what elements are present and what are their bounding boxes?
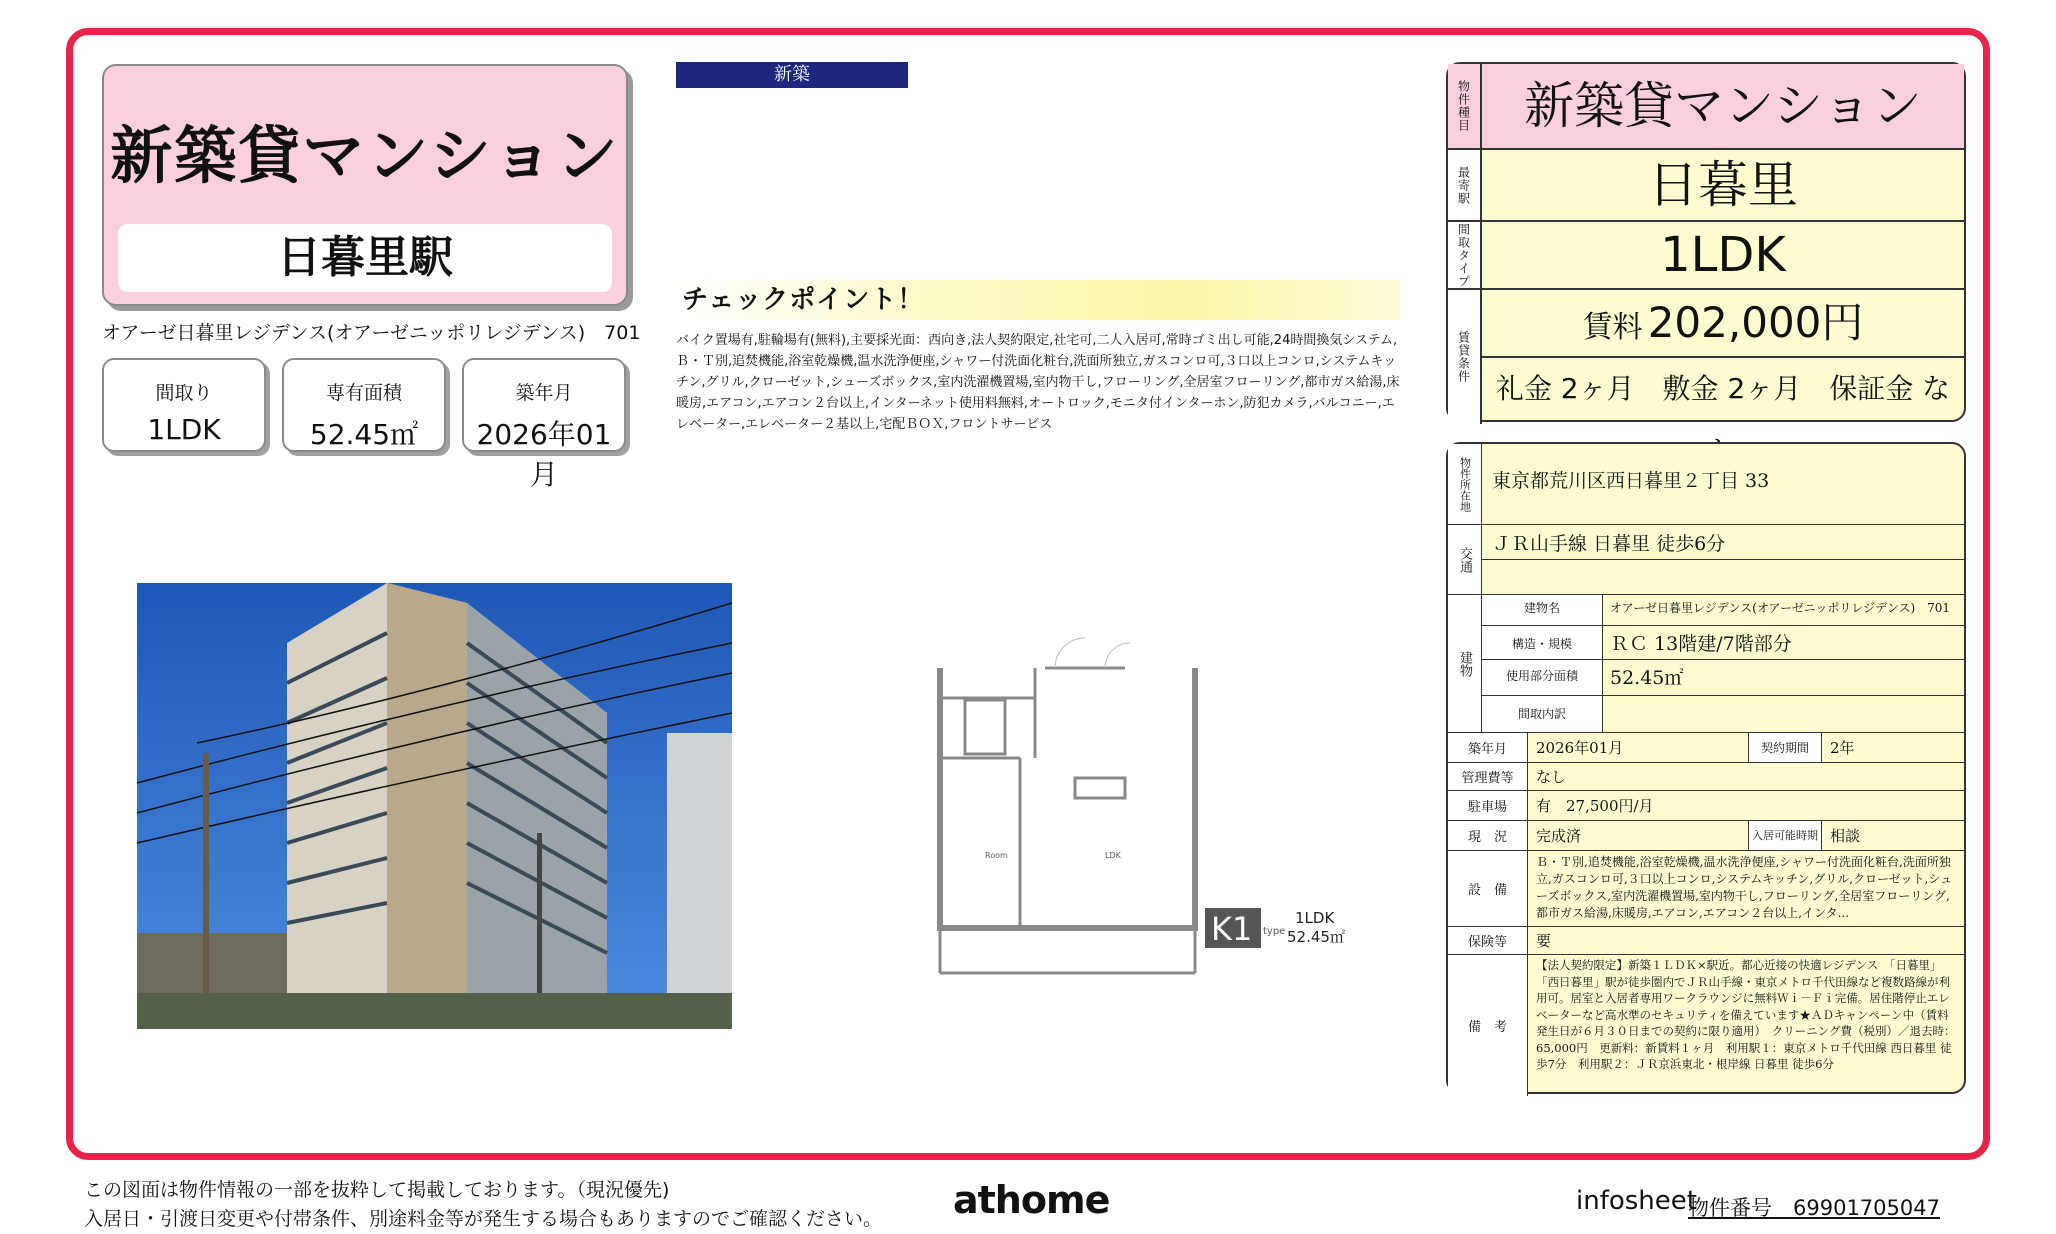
remarks-value: 【法人契約限定】新築１ＬＤＫ×駅近。都心近接の快適レジデンス 「日暮里」「西日暮里」駅が徒歩圏内でＪＲ山手線・東京メトロ千代田線など複数路線が利用可。居室と入居者専用ワークラウンジに無料Ｗｉ－Ｆｉ完備。居住階停止エレベーターなど高水準のセキュリティを備えています★ＡＤキャンペーン中（賃料発生日が６月３０日までの契約に限り適用） クリーニング費（税別）／退去時：65,000円 更新料：新賃料１ヶ月 利用駅１：東京メトロ千代田線 西日暮里 徒歩7分 利用駅２：ＪＲ京浜東北・根岸線 日暮里 徒歩6分 <box>1536 958 1956 1071</box>
infosheet-label: infosheet <box>1576 1186 1697 1216</box>
building-photo <box>137 583 732 1029</box>
floorplan-area: 52.45㎡ <box>1287 928 1345 946</box>
summary-station: 日暮里 <box>1648 156 1798 214</box>
parking-label: 駐車場 <box>1448 791 1528 820</box>
spec-layout <box>102 358 266 452</box>
building-row-label: 建物名 <box>1523 601 1560 615</box>
spec-value: 52.45㎡ <box>309 418 419 451</box>
status-value: 完成済 <box>1536 827 1582 845</box>
access-value: ＪＲ山手線 日暮里 徒歩6分 <box>1492 533 1726 555</box>
spec-label: 築年月 <box>515 382 573 404</box>
built-label: 築年月 <box>1448 733 1528 762</box>
contract-label: 契約期間 <box>1748 733 1822 762</box>
building-row-label: 構造・規模 <box>1511 637 1572 651</box>
floorplan-ldk-label: LDK <box>1105 851 1121 860</box>
athome-logo: athome <box>953 1178 1110 1222</box>
contract-value: 2年 <box>1830 739 1855 757</box>
floorplan-layout: 1LDK <box>1295 909 1335 927</box>
side-label-terms: 賃貸条件 <box>1448 290 1482 424</box>
floorplan-type-word: type <box>1263 926 1286 937</box>
footer-notes <box>84 1176 882 1234</box>
equipment-label: 設 備 <box>1448 851 1528 926</box>
used-area-value: 52.45㎡ <box>1610 667 1684 689</box>
spec-built <box>462 358 626 491</box>
insurance-label: 保険等 <box>1448 927 1528 954</box>
movein-label: 入居可能時期 <box>1748 821 1822 850</box>
property-number: 物件番号 69901705047 <box>1688 1196 1940 1220</box>
summary-type: 新築貸マンション <box>1482 64 1964 148</box>
building-row-label: 使用部分面積 <box>1505 669 1578 683</box>
deposit-row: 礼金 2ヶ月 敷金 2ヶ月 保証金 な <box>1495 372 1951 405</box>
spec-label: 専有面積 <box>325 382 402 404</box>
spec-value: 2026年01月 <box>476 418 612 491</box>
rent-value: 202,000円 <box>1647 298 1864 347</box>
checkpoint-title: チェックポイント！ <box>676 280 1400 320</box>
spec-area <box>282 358 446 452</box>
details-table <box>1446 442 1966 1094</box>
insurance-value: 要 <box>1536 932 1552 950</box>
side-label-layout: 間取タイプ <box>1448 222 1482 288</box>
spec-value: 1LDK <box>147 413 221 446</box>
mgmt-value: なし <box>1536 768 1567 786</box>
footer-note-2: 入居日・引渡日変更や付帯条件、別途料金等が発生する場合もありますのでご確認ください。 <box>84 1208 883 1230</box>
building-label: 建物 <box>1448 595 1482 732</box>
floorplan <box>935 628 1355 978</box>
summary-table <box>1446 62 1966 422</box>
equipment-value: Ｂ・Ｔ別,追焚機能,浴室乾燥機,温水洗浄便座,シャワー付洗面化粧台,洗面所独立,ガスコンロ可,３口以上コンロ,システムキッチン,グリル,クローゼット,シューズボックス,室内洗濯機置場,室内物干し,フローリング,全居室フローリング,都市ガス給湯,床暖房,エアコン,エアコン２台以上,インタ... <box>1536 855 1953 920</box>
property-type-title: 新築貸マンション <box>110 119 620 192</box>
rent-label: 賃料 <box>1582 310 1643 345</box>
rent-row <box>1482 290 1964 356</box>
station-title: 日暮里駅 <box>118 224 612 292</box>
side-label-type: 物件種目 <box>1448 64 1482 148</box>
floorplan-room-label: Room <box>985 851 1008 860</box>
new-badge: 新築 <box>676 62 908 88</box>
title-card <box>102 64 628 306</box>
parking-value: 有 27,500円/月 <box>1536 797 1654 815</box>
floorplan-type-code: K1 <box>1211 910 1253 948</box>
structure-value: ＲＣ 13階建/7階部分 <box>1610 633 1792 655</box>
status-label: 現 況 <box>1448 821 1528 850</box>
mgmt-label: 管理費等 <box>1448 763 1528 790</box>
spec-label: 間取り <box>155 382 213 404</box>
building-row-label: 間取内訳 <box>1517 707 1566 721</box>
features-text: バイク置場有,駐輪場有(無料),主要採光面：西向き,法人契約限定,社宅可,二人入居可,常時ゴミ出し可能,24時間換気システム,Ｂ・Ｔ別,追焚機能,浴室乾燥機,温水洗浄便座,シャワー付洗面化粧台,洗面所独立,ガスコンロ可,３口以上コンロ,システムキッチン,グリル,クローゼット,シューズボックス,室内洗濯機置場,室内物干し,フローリング,全居室フローリング,都市ガス給湯,床暖房,エアコン,エアコン２台以上,インターネット使用料無料,オートロック,モニタ付インターホン,防犯カメラ,バルコニー,エレベーター,エレベーター２基以上,宅配ＢＯＸ,フロントサービス <box>676 333 1400 432</box>
remarks-label: 備 考 <box>1448 955 1528 1096</box>
summary-layout: 1LDK <box>1660 227 1786 283</box>
building-name: オアーゼ日暮里レジデンス(オアーゼニッポリレジデンス) 701 <box>102 322 641 344</box>
movein-value: 相談 <box>1830 827 1861 845</box>
access-label: 交通 <box>1448 525 1482 594</box>
side-label-station: 最寄駅 <box>1448 150 1482 220</box>
building-name-value: オアーゼ日暮里レジデンス(オアーゼニッポリレジデンス) 701 <box>1610 601 1951 615</box>
location-value: 東京都荒川区西日暮里２丁目 33 <box>1492 470 1770 492</box>
footer-note-1: この図面は物件情報の一部を抜粋して掲載しております。（現況優先) <box>84 1179 670 1201</box>
built-value: 2026年01月 <box>1536 739 1624 757</box>
location-label: 物件所在地 <box>1448 444 1482 524</box>
